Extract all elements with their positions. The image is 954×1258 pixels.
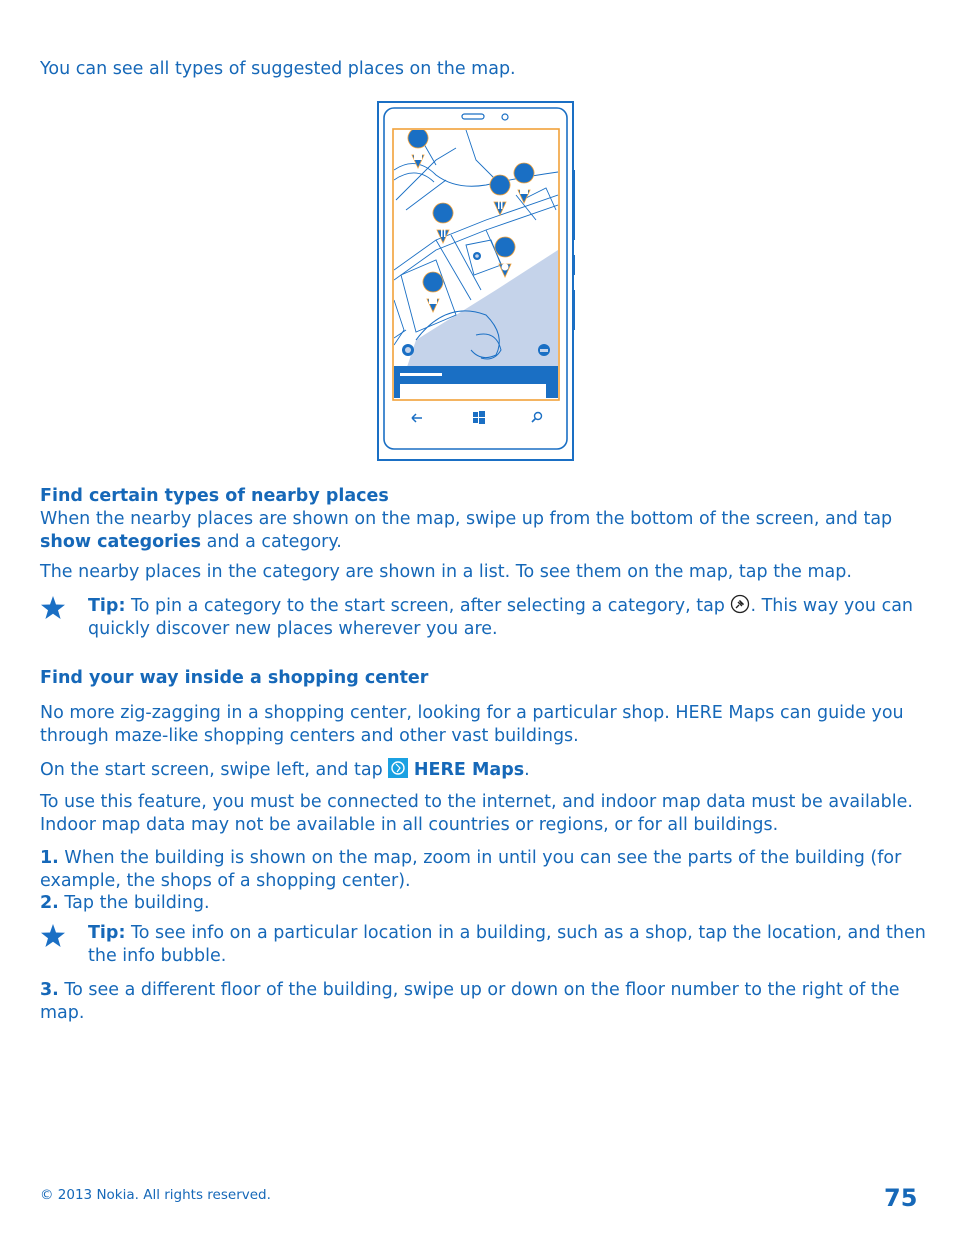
paragraph-category-list: The nearby places in the category are shown in a list. To see them on the map, tap the map. <box>40 562 852 582</box>
section-heading-shopping: Find your way inside a shopping center <box>40 668 429 688</box>
tip-info-bubble <box>40 922 926 972</box>
section-heading-nearby: Find certain types of nearby places <box>40 486 389 506</box>
paragraph-requirements: To use this feature, you must be connected to the internet, and indoor map data must be available. Indoor map data may not be available in all countries or regions, or for all buildings. <box>40 792 913 835</box>
phone-illustration <box>376 100 578 464</box>
paragraph-show-categories <box>40 508 920 554</box>
paragraph-start-screen <box>40 758 920 782</box>
text-span: Tap the building. <box>58 893 210 913</box>
text-span: . <box>524 760 530 780</box>
tip-label: Tip: <box>88 596 126 616</box>
copyright: © 2013 Nokia. All rights reserved. <box>40 1187 271 1203</box>
tip-label: Tip: <box>88 923 126 943</box>
star-icon <box>40 594 66 620</box>
intro-text: You can see all types of suggested places on the map. <box>40 59 516 79</box>
star-icon <box>40 922 66 948</box>
paragraph-zigzag: No more zig-zagging in a shopping center, looking for a particular shop. HERE Maps can guide you through maze-like shopping centers and other vast buildings. <box>40 703 904 746</box>
text-span: On the start screen, swipe left, and tap <box>40 760 389 780</box>
text-span: To see info on a particular location in a building, such as a shop, tap the location, and then the info bubble. <box>88 923 926 966</box>
text-span: To pin a category to the start screen, after selecting a category, tap <box>125 596 731 616</box>
text-span: . This way you can quickly discover new places wherever you are. <box>88 596 914 639</box>
tip-pin-category <box>40 594 920 644</box>
here-maps-icon <box>388 758 408 778</box>
text-span: and a category. <box>201 532 342 552</box>
text-span: When the nearby places are shown on the map, swipe up from the bottom of the screen, and tap <box>40 509 893 529</box>
step-1 <box>40 847 920 893</box>
pin-icon <box>730 594 750 614</box>
step-number: 2. <box>40 893 59 913</box>
text-span: To see a different floor of the building, swipe up or down on the floor number to the right of the map. <box>40 980 900 1023</box>
show-categories-label: show categories <box>40 532 202 552</box>
step-2 <box>40 892 920 915</box>
step-3 <box>40 979 920 1025</box>
page-number: 75 <box>884 1184 918 1212</box>
step-number: 3. <box>40 980 59 1000</box>
step-number: 1. <box>40 848 59 868</box>
text-span: When the building is shown on the map, zoom in until you can see the parts of the building (for example, the shops of a shopping center). <box>40 848 902 891</box>
here-maps-label: HERE Maps <box>413 760 525 780</box>
